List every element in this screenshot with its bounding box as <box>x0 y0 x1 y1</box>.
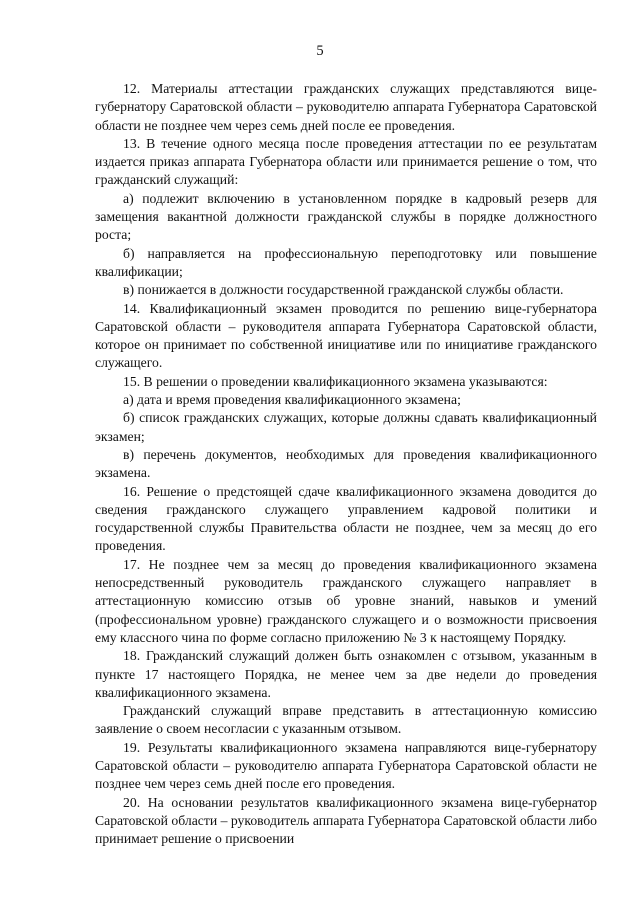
paragraph-17: 17. Не позднее чем за месяц до проведения квалификационного экзамена непосредственный руководитель гражданского служащего направляет в аттестационную комиссию отзыв об уровне знаний, навыков и умений (профессиональном уровне) гражданского служащего и о возможности присвоения ему классного чина по форме согласно приложению № 3 к настоящему Порядку. <box>95 556 597 645</box>
paragraph-15-a: а) дата и время проведения квалификационного экзамена; <box>123 392 461 408</box>
paragraph-19: 19. Результаты квалификационного экзамена направляются вице-губернатору Саратовской области – руководителю аппарата Губернатора Саратовской области не позднее чем через семь дней после его проведения. <box>95 739 597 792</box>
paragraph-15-v: в) перечень документов, необходимых для проведения квалификационного экзамена. <box>95 446 597 481</box>
paragraph-13-v: в) понижается в должности государственной гражданской службы области. <box>123 282 564 298</box>
paragraph-12: 12. Материалы аттестации гражданских служащих представляются вице-губернатору Саратовской области – руководителю аппарата Губернатора Саратовской области не позднее чем через семь дней после ее проведения. <box>95 81 597 133</box>
page-number: 5 <box>316 43 324 59</box>
paragraph-15: 15. В решении о проведении квалификационного экзамена указываются: <box>123 373 548 389</box>
paragraph-13: 13. В течение одного месяца после проведения аттестации по ее результатам издается приказ аппарата Губернатора области или принимается решение о том, что гражданский служащий: <box>95 135 597 188</box>
paragraph-20: 20. На основании результатов квалификационного экзамена вице-губернатор Саратовской области – руководитель аппарата Губернатора Саратовской области либо принимает решение о присвоении <box>95 794 597 847</box>
document-body <box>95 80 597 848</box>
paragraph-18: 18. Гражданский служащий должен быть ознакомлен с отзывом, указанным в пункте 17 настоящего Порядка, не менее чем за две недели до проведения квалификационного экзамена. <box>95 648 597 700</box>
paragraph-13-a: а) подлежит включению в установленном порядке в кадровый резерв для замещения вакантной должности гражданской службы в порядке должностного роста; <box>95 190 597 243</box>
paragraph-16: 16. Решение о предстоящей сдаче квалификационного экзамена доводится до сведения гражданского служащего управлением кадровой политики и государственной службы Правительства области не позднее, чем за месяц до его проведения. <box>95 483 597 554</box>
paragraph-13-b: б) направляется на профессиональную переподготовку или повышение квалификации; <box>95 245 597 279</box>
paragraph-18-note: Гражданский служащий вправе представить в аттестационную комиссию заявление о своем несогласии с указанным отзывом. <box>95 703 597 737</box>
paragraph-15-b: б) список гражданских служащих, которые должны сдавать квалификационный экзамен; <box>95 410 597 444</box>
paragraph-14: 14. Квалификационный экзамен проводится по решению вице-губернатора Саратовской области – руководителя аппарата Губернатора Саратовской области, которое он принимает по собственной инициативе или по инициативе гражданского служащего. <box>95 300 597 371</box>
